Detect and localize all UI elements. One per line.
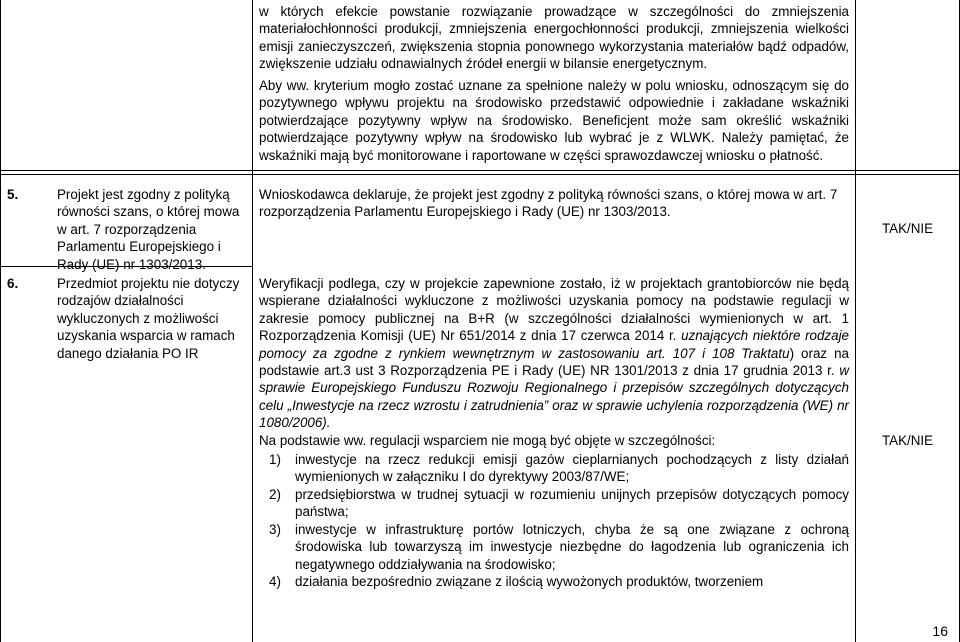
list-item: 2) przedsiębiorstwa w trudnej sytuacji w rozumieniu unijnych przepisów dotyczących pomocy państwa; [269,486,849,520]
top-paragraph-1: w których efekcie powstanie rozwiązanie prowadzące w szczególności do zmniejszenia materiałochłonności produkcji, zmniejszenia energochłonności produkcji, zmniejszenia wielkości emisji zanieczyszczeń, zwiększenia stopnia ponownego wykorzystania materiałów bądź odpadów, zwiększenie udziału odnawialnych źródeł energii w bilansie energetycznym. [259,4,849,72]
list-item: 3) inwestycje w infrastrukturę portów lotniczych, chyba że są one związane z ochroną środowiska lub towarzyszą im inwestycje niezbędne do łagodzenia lub ograniczenia ich negatywnego oddziaływania na środowisko; [269,521,849,572]
list-item: 4) działania bezpośrednio związane z ilością wywożonych produktów, tworzeniem [269,573,764,589]
row-5-description: Wnioskodawca deklaruje, że projekt jest zgodny z polityką równości szans, o której mowa w art. 7 rozporządzenia Parlamentu Europejskiego i Rady (UE) nr 1303/2013. [259,187,838,220]
row-6-criterion: Przedmiot projektu nie dotyczy rodzajów działalności wykluczonych z możliwości uzyskania wsparcia w ramach danego działania PO IR [57,276,240,361]
row-separator-top [0,170,960,171]
row-6-desc-e: Na podstawie ww. regulacji wsparciem nie mogą być objęte w szczególności: [259,432,716,448]
row-5-criterion: Projekt jest zgodny z polityką równości szans, o której mowa w art. 7 rozporządzenia Parlamentu Europejskiego i Rady (UE) nr 1303/2013. [57,187,240,272]
top-paragraph-2: Aby ww. kryterium mogło zostać uznane za spełnione należy w polu wniosku, odnoszącym się do pozytywnego wpływu projektu na środowisko przedstawić odpowiednie i zakładane wskaźniki potwierdzające pozytywny wpływ na środowisko. Beneficjent może sam określić wskaźniki potwierdzające pozytywny wpływ na środowisko lub wybrać je z WLWK. Należy pamiętać, że wskaźniki mają być monitorowane i raportowane w części sprawozdawczej wniosku o płatność. [259,78,849,163]
page-number: 16 [932,622,948,639]
row-5-number: 5. [7,187,19,202]
row-6-description [259,275,849,590]
border-col2 [855,0,856,642]
row-6-desc-d: w sprawie Europejskiego Funduszu Rozwoju Regionalnego i przepisów szczególnych dotyczących celu „Inwestycje na rzecz wzrostu i zatrudnienia” oraz w sprawie uchylenia rozporządzenia (WE) nr 1080/2006). [259,363,849,431]
row-6-desc-b: uznających niektóre rodzaje pomocy za zgodne z rynkiem wewnętrznym w zastosowaniu art. 107 i 108 Traktatu [259,328,849,361]
row-6-exclusion-list [259,451,849,590]
row-6-desc-c: ) oraz na podstawie art.3 ust 3 Rozporządzenia PE i Rady (UE) NR 1301/2013 z dnia 17 grudnia 2013 r. [259,345,850,379]
row-5-answer: TAK/NIE [881,221,934,236]
row-6-desc-a: Weryfikacji podlega, czy w projekcie zapewnione zostało, iż w projektach grantobiorców nie będą wspierane działalności wykluczone z możliwości uzyskania pomocy na podstawie regulacji w zakresie pomocy publicznej na B+R (w szczególności działalności wymienionych w art. 1 Rozporządzenia Komisji (UE) Nr 651/2014 z dnia 17 czerwca 2014 r. [259,276,849,344]
row-6-number: 6. [7,276,19,291]
row-6-answer: TAK/NIE [881,433,934,448]
row-separator-top-2 [0,174,960,175]
list-item: 1) inwestycje na rzecz redukcji emisji gazów cieplarnianych pochodzących z listy działań wymienionych w załączniku I do dyrektywy 2003/87/WE; [269,452,849,485]
border-col1 [252,0,253,642]
border-left [0,0,1,642]
